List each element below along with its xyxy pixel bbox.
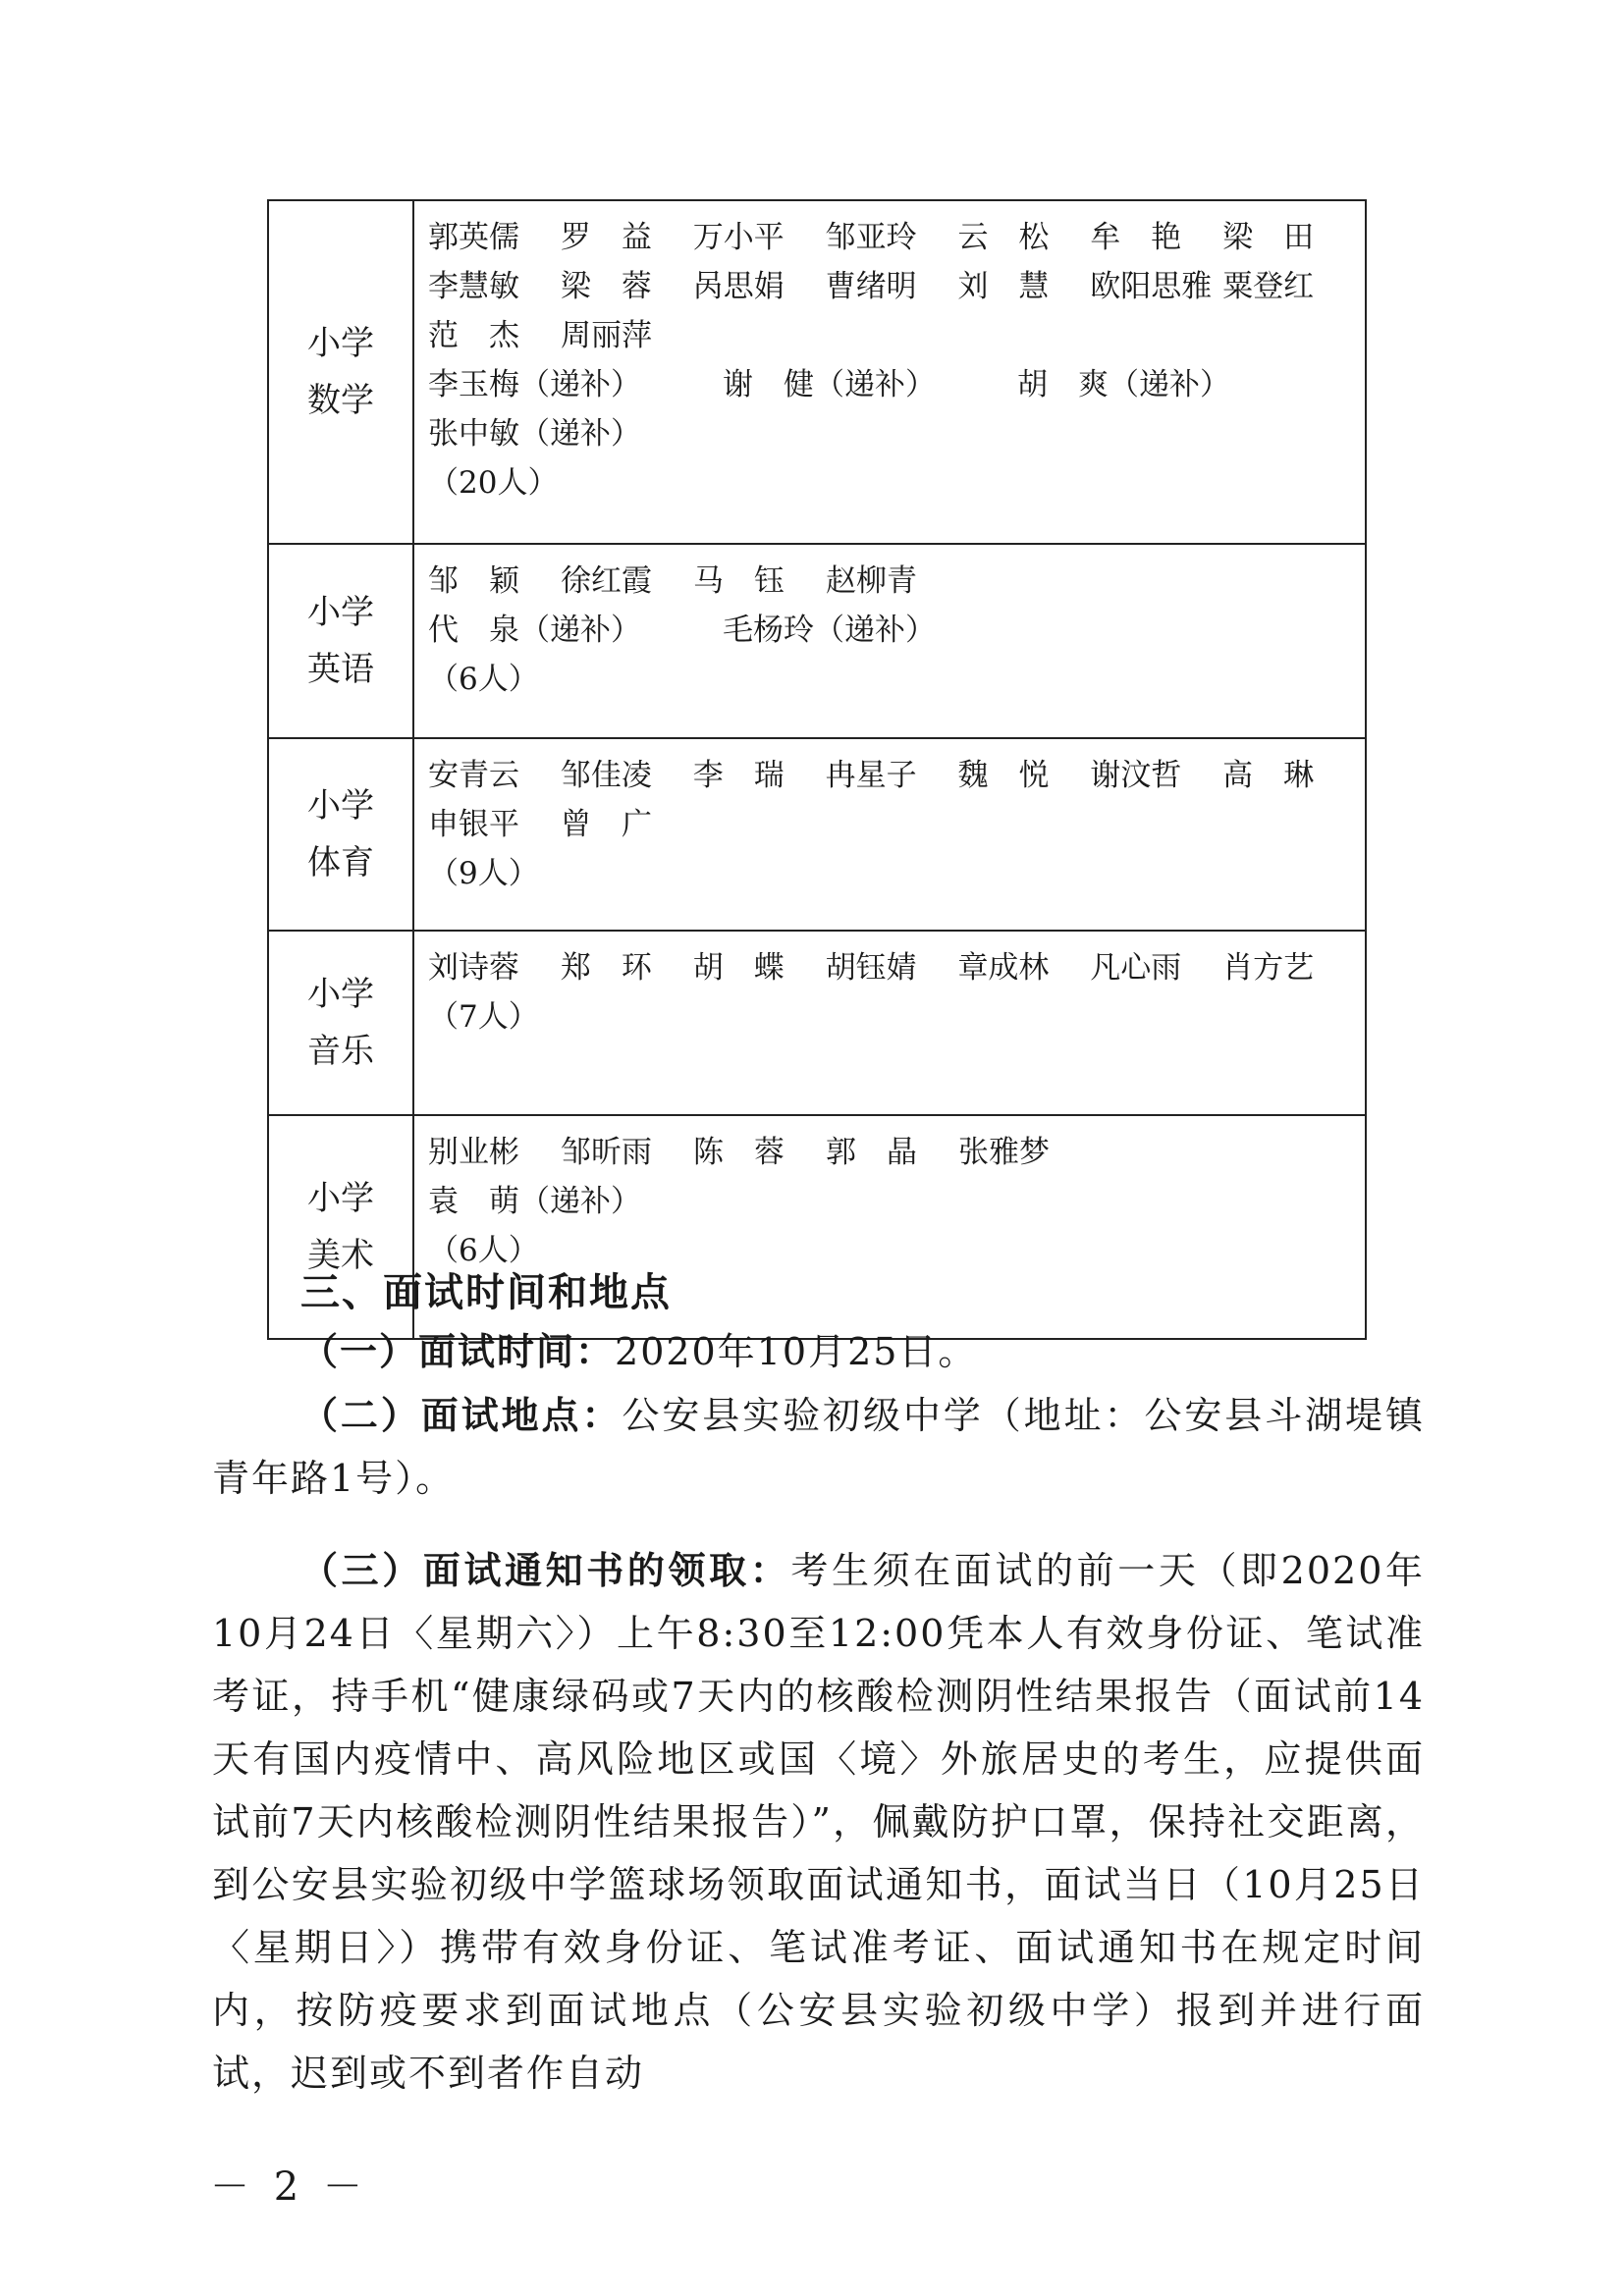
- subject-label: 小学: [307, 786, 374, 826]
- supplement-candidate-name: 胡 爽（递补）: [1017, 367, 1230, 402]
- candidate-name: 万小平: [692, 220, 785, 255]
- supplement-candidate-name: 毛杨玲（递补）: [723, 613, 936, 648]
- subject-label: 音乐: [307, 1032, 374, 1071]
- subject-cell: [268, 931, 413, 1115]
- candidate-name: 马 钰: [693, 563, 785, 599]
- supplement-candidate-name: 李玉梅（递补）: [428, 367, 641, 402]
- names-cell: [413, 738, 1366, 931]
- interview-location-text: 公安县实验初级中学（地址：公安县斗湖堤镇青年路1号）。: [212, 1394, 1425, 1500]
- candidate-name: 胡钰婧: [825, 950, 917, 986]
- subject-cell: [268, 544, 413, 738]
- candidate-count: （6人）: [428, 1233, 539, 1268]
- candidate-name: 凡心雨: [1090, 950, 1182, 986]
- subject-cell: [268, 738, 413, 931]
- names-cell: [413, 544, 1366, 738]
- name-line: [428, 800, 1355, 849]
- candidate-count: （7人）: [428, 999, 539, 1035]
- page-number: － 2 －: [210, 2164, 368, 2210]
- name-line: [428, 557, 1355, 606]
- supplement-candidate-name: 谢 健（递补）: [723, 367, 936, 402]
- roster-table: [267, 199, 1367, 1340]
- candidate-name: 李 瑞: [692, 758, 785, 793]
- candidate-name: 别业彬: [428, 1135, 519, 1170]
- candidate-name: 魏 悦: [957, 758, 1050, 793]
- notice-collection-text: 考生须在面试的前一天（即2020年10月24日〈星期六〉）上午8:30至12:00凭本人有效身份证、笔试准考证，持手机“健康绿码或7天内的核酸检测阴性结果报告（面试前14天有国内疫情中、高风险地区或国〈境〉外旅居史的考生，应提供面试前7天内核酸检测阴性结果报告）”，佩戴防护口罩，保持社交距离，到公安县实验初级中学篮球场领取面试通知书，面试当日（10月25日〈星期日〉）携带有效身份证、笔试准考证、面试通知书在规定时间内，按防疫要求到面试地点（公安县实验初级中学）报到并进行面试，迟到或不到者作自动: [212, 1549, 1425, 2095]
- candidate-name: 张雅梦: [958, 1135, 1050, 1170]
- name-line: [428, 943, 1355, 992]
- candidate-name: 赵柳青: [826, 563, 917, 599]
- supplement-line: [428, 606, 1355, 655]
- candidate-name: 范 杰: [428, 318, 519, 353]
- notice-collection-paragraph: [212, 1539, 1425, 2105]
- subject-label: 美术: [307, 1236, 374, 1275]
- candidate-name: 云 松: [957, 220, 1050, 255]
- candidate-name: 曹绪明: [825, 269, 917, 304]
- candidate-name: 罗 益: [560, 220, 652, 255]
- candidate-name: 肖方艺: [1222, 950, 1315, 986]
- candidate-name: 邹亚玲: [825, 220, 917, 255]
- supplement-candidate-name: 张中敏（递补）: [428, 416, 641, 452]
- candidate-name: 郑 环: [560, 950, 652, 986]
- candidate-name: 陈 蓉: [693, 1135, 785, 1170]
- candidate-name: 欧阳思雅: [1090, 269, 1213, 304]
- candidate-name: 胡 蝶: [692, 950, 785, 986]
- candidate-name: 牟 艳: [1090, 220, 1182, 255]
- subject-label: 小学: [307, 324, 374, 363]
- candidate-name: 邹佳凌: [560, 758, 652, 793]
- candidate-name: 刘 慧: [957, 269, 1050, 304]
- table-row: [268, 200, 1366, 544]
- candidate-name: 谢汶哲: [1090, 758, 1182, 793]
- name-line: [428, 311, 1355, 360]
- candidate-count: （9人）: [428, 856, 539, 891]
- interview-time-paragraph: [212, 1320, 1425, 1383]
- subject-label: 小学: [307, 593, 374, 632]
- candidate-count: （20人）: [428, 465, 559, 501]
- candidate-count: （6人）: [428, 662, 539, 697]
- candidate-name: 安青云: [428, 758, 519, 793]
- supplement-line: [428, 360, 1355, 409]
- supplement-candidate-name: 袁 萌（递补）: [428, 1184, 641, 1219]
- candidate-name: 邹 颖: [428, 563, 519, 599]
- supplement-line: [428, 1177, 1355, 1226]
- table-row: [268, 738, 1366, 931]
- interview-location-paragraph: [212, 1384, 1425, 1510]
- table-row: [268, 931, 1366, 1115]
- candidate-name: 章成林: [957, 950, 1050, 986]
- interview-time-label: （一）面试时间：: [300, 1330, 616, 1373]
- subject-label: 体育: [307, 843, 374, 882]
- names-cell: [413, 200, 1366, 544]
- name-line: [428, 213, 1355, 262]
- candidate-name: 粟登红: [1222, 269, 1315, 304]
- candidate-name: 邹昕雨: [561, 1135, 652, 1170]
- supplement-candidate-name: 代 泉（递补）: [428, 613, 641, 648]
- candidate-name: 郭英儒: [428, 220, 519, 255]
- candidate-name: 周丽萍: [561, 318, 652, 353]
- candidate-name: 申银平: [428, 807, 519, 842]
- candidate-name: 李慧敏: [428, 269, 519, 304]
- candidate-name: 曾 广: [561, 807, 652, 842]
- candidate-name: 梁 田: [1222, 220, 1315, 255]
- supplement-line: [428, 409, 1355, 458]
- name-line: [428, 751, 1355, 800]
- notice-collection-label: （三）面试通知书的领取：: [300, 1549, 791, 1592]
- section-heading: 三、面试时间和地点: [300, 1270, 672, 1315]
- name-line: [428, 1128, 1355, 1177]
- candidate-name: 郭 晶: [826, 1135, 917, 1170]
- subject-label: 英语: [307, 650, 374, 689]
- name-line: [428, 262, 1355, 311]
- candidate-name: 梁 蓉: [560, 269, 652, 304]
- candidate-name: 刘诗蓉: [428, 950, 519, 986]
- candidate-name: 冉星子: [825, 758, 917, 793]
- candidate-name: 呙思娟: [692, 269, 785, 304]
- subject-cell: [268, 200, 413, 544]
- subject-label: 小学: [307, 1179, 374, 1218]
- interview-location-label: （二）面试地点：: [300, 1394, 623, 1437]
- names-cell: [413, 931, 1366, 1115]
- subject-label: 数学: [307, 381, 374, 420]
- interview-time-text: 2020年10月25日。: [615, 1330, 978, 1373]
- candidate-name: 高 琳: [1222, 758, 1315, 793]
- candidate-name: 徐红霞: [561, 563, 652, 599]
- subject-label: 小学: [307, 975, 374, 1014]
- table-row: [268, 544, 1366, 738]
